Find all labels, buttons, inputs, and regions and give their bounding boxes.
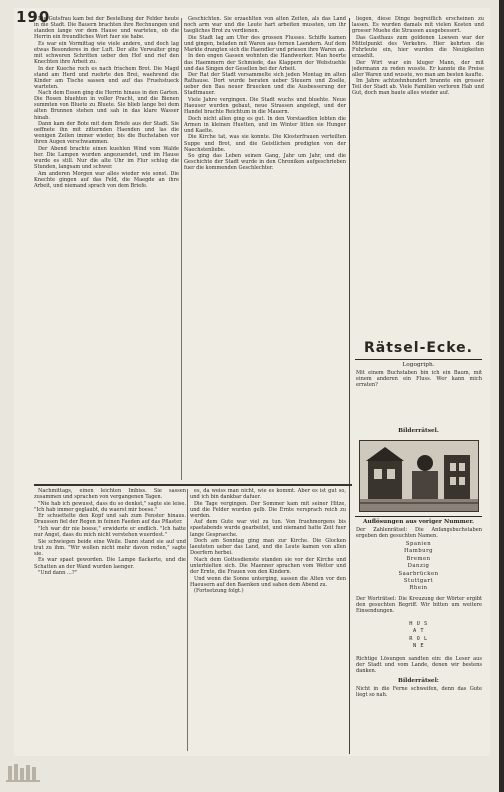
paragraph: Nachmittags, einen leichten Imbiss. Sie sassen zusammen und sprachen von vergangenen Tagen. — [34, 488, 186, 501]
text-column-3 — [352, 16, 484, 338]
paragraph: Er schuettelte den Kopf und sah zum Fenster hinaus. Draussen fiel der Regen in feinen Faeden auf das Pflaster. — [34, 513, 186, 526]
grid-row: H U S — [409, 621, 428, 627]
grid-row: A T — [412, 628, 425, 635]
paragraph: Doch nicht allen ging es gut. In den Vorstaedten lebten die Armen in kleinen Huetten, und im Winter litten sie Hunger und Kaelte. — [184, 115, 346, 134]
word-item: Spanien — [405, 541, 432, 547]
word-item: Danzig — [407, 563, 430, 570]
column-divider — [187, 489, 188, 751]
paragraph: Nach dem Essen ging die Herrin hinaus in den Garten. Die Rosen bluehten in voller Pracht, und die Bienen summten von Bluete zu Bluete. Sie blieb lange bei dem alten Brunnen stehen und sah in das klare Wasser hinab. — [34, 90, 179, 121]
paragraph: "Ich war dir nie boese," erwiderte er endlich. "Ich hatte nur Angst, dass du mich nicht verstehen wuerdest." — [34, 526, 186, 539]
paragraph: Es war spaet geworden. Die Lampe flackerte, und die Schatten an der Wand wurden laenger. — [34, 557, 186, 570]
puzzle-subtitle: Logogriph. — [402, 362, 435, 368]
word-item: Hamburg — [403, 548, 434, 555]
paragraph: Geschichten. Sie erzaehlten von alten Zeiten, als das Land noch arm war und die Leute hart arbeiten mussten, um ihr taegliches Brot zu verdienen. — [184, 16, 346, 35]
paragraph: Das Gasthaus zum goldenen Loewen war der Mittelpunkt des Verkehrs. Hier kehrten die Fuhrleute ein, hier wurden die Neuigkeiten erzaehlt. — [352, 34, 484, 59]
paragraph: Auf dem Gute war viel zu tun. Von fruehmorgens bis spaetabends wurde gearbeitet, und niemand hatte Zeit fuer lange Gespraeche. — [190, 519, 346, 538]
paragraph: Die Stadt lag am Ufer des grossen Flusses. Schiffe kamen und gingen, beladen mit Waren aus fernen Laendern. Auf dem Markte drangten sich die Haendler und priesen ihre Waren an. — [184, 34, 346, 53]
word-item: Stuttgart — [403, 578, 434, 585]
page-footer — [14, 758, 490, 788]
paragraph: Nach dem Gottesdienste standen sie vor der Kirche und unterhielten sich. Die Maenner sprachen vom Wetter und der Ernte, die Frauen von den Kindern. — [190, 556, 346, 575]
paragraph: Viele Jahre vergingen. Die Stadt wuchs und bluehte. Neue Haeuser wurden gebaut, neue Strassen angelegt, und der Handel brachte Reichtum in die Mauern. — [184, 96, 346, 116]
page-number: 190 — [16, 8, 51, 26]
puzzle-text: Der Zahlenrätsel: Die Anfangsbuchstaben ergeben den gesuchten Namen. — [356, 527, 482, 540]
picture-puzzle-illustration — [359, 440, 479, 512]
word-item: Saarbrücken — [398, 570, 439, 577]
illustration-image — [360, 441, 478, 511]
grid-row: R O L — [409, 635, 428, 642]
paragraph: In den engen Gassen wohnten die Handwerker. Man hoerte das Haemmern der Schmiede, das Klappern der Webstuehle und das Singen der Gesellen bei der Arbeit. — [184, 53, 346, 72]
puzzle-corner — [353, 340, 484, 754]
paragraph: (Fortsetzung folgt.) — [194, 588, 244, 595]
puzzle-subtitle: Auflösungen aus voriger Nummer. — [362, 519, 475, 525]
column-divider — [181, 18, 182, 480]
paragraph: Und wenn die Sonne unterging, sassen die Alten vor den Haeusern auf den Baenken und sahen dem Abend zu. — [190, 575, 346, 588]
text-column-4 — [34, 488, 186, 750]
word-item: Bremen — [406, 555, 431, 562]
paragraph: In der Kueche roch es nach frischem Brot. Die Magd stand am Herd und ruehrte den Brei, waehrend die Kinder am Tische sassen und auf das Fruehstueck warteten. — [34, 65, 179, 90]
column-divider — [349, 18, 350, 754]
puzzle-subtitle: Bilderrätsel. — [398, 428, 439, 434]
text-column-5 — [190, 488, 346, 750]
paragraph: "Nie hab ich gewusst, dass du so denkst," sagte sie leise. "Ich hab immer geglaubt, du waerst mir boese." — [34, 500, 186, 513]
library-logo-icon — [6, 762, 46, 784]
text-column-1 — [34, 16, 179, 484]
paragraph: So ging das Leben seinen Gang, Jahr um Jahr, und die Geschichte der Stadt wurde in den Chroniken aufgeschrieben fuer die kommenden Geschlechter. — [184, 153, 346, 172]
paragraph: Sie schwiegen beide eine Weile. Dann stand sie auf und trat zu ihm. "Wir wollen nicht mehr davon reden," sagte sie. — [34, 538, 186, 557]
section-divider — [34, 484, 352, 486]
binding-edge — [499, 0, 504, 792]
paragraph: liegen, diese Dinge begreiflich erscheinen zu lassen. Es wurden damals mit vielen Kosten und grosser Muehe die Strassen ausgebessert. — [352, 16, 484, 35]
letter-grid — [353, 621, 484, 651]
paragraph: Doch am Sonntag ging man zur Kirche. Die Glocken laeuteten ueber das Land, und die Leute kamen von allen Doerfern herbei. — [190, 538, 346, 557]
word-list — [353, 541, 484, 593]
paragraph: Dann kam der Bote mit dem Briefe aus der Stadt. Sie oeffnete ihn mit zitternden Haenden und las die wenigen Zeilen immer wieder, bis die Buchstaben vor ihren Augen verschwammen. — [34, 121, 179, 146]
puzzle-text: Mit einem Buchstaben bin ich ein Baum, mit einem anderen ein Fluss. Wer kann mich erraten? — [356, 370, 482, 389]
puzzle-title: Rätsel-Ecke. — [364, 340, 473, 356]
newspaper-page — [14, 8, 490, 756]
paragraph: es, da weiss man nicht, wie es kommt. Aber es ist gut so, und ich bin dankbar dafuer. — [190, 488, 346, 501]
puzzle-subtitle: Bilderrätsel: — [398, 678, 439, 684]
word-item: Rhein — [409, 585, 428, 592]
paragraph: Die Tage vergingen. Der Sommer kam mit seiner Hitze, und die Felder wurden gelb. Die Ernte versprach reich zu werden. — [190, 500, 346, 519]
paragraph: Die Gutsfrau kam bei der Bestellung der Felder heute in die Stadt. Die Bauern brachten ihre Rechnungen und standen lange vor dem Hause und warteten, ob die Herrin ein freundliches Wort fuer sie habe. — [34, 16, 179, 41]
paragraph: Der Rat der Stadt versammelte sich jeden Montag im alten Rathause. Dort wurde beraten ueber Steuern und Zoelle, ueber den Bau neuer Bruecken und die Ausbesserung der Stadtmauer. — [184, 72, 346, 97]
paragraph: Am anderen Morgen war alles wieder wie sonst. Die Knechte gingen auf das Feld, die Maegde an ihre Arbeit, und niemand sprach von dem Briefe. — [34, 170, 179, 189]
paragraph: Die Kirche tat, was sie konnte. Die Klosterfrauen verteilten Suppe und Brot, und die Geistlichen predigten von der Naechstenliebe. — [184, 134, 346, 153]
puzzle-text: Der Worträtsel: Die Kreuzung der Wörter ergibt den gesuchten Begriff. Wir bitten um weitere Einsendungen. — [356, 596, 482, 615]
text-column-2 — [184, 16, 346, 484]
puzzle-text: Nicht in die Ferne schweifen, denn das Gute liegt so nah. — [356, 686, 482, 699]
divider — [355, 359, 482, 360]
paragraph: "Und dann ...?" — [38, 570, 77, 577]
paragraph: Der Wirt war ein kluger Mann, der mit jedermann zu reden wusste. Er kannte die Preise aller Waren und wusste, wo man am besten kaufte. — [352, 59, 484, 78]
paragraph: Es war ein Vormittag wie viele andere, und doch lag etwas Besonderes in der Luft. Der alte Verwalter ging mit schweren Schritten ueber den Hof und rief den Knechten ihre Arbeit zu. — [34, 40, 179, 65]
divider — [355, 516, 482, 517]
grid-row: N E — [412, 643, 425, 650]
puzzle-text: Richtige Lösungen sandten ein: die Leser aus der Stadt und vom Lande, denen wir bestens danken. — [356, 656, 482, 675]
paragraph: Im Jahre achtzehnhundert brannte ein grosser Teil der Stadt ab. Viele Familien verloren Hab und Gut, doch man baute alles wieder auf. — [352, 78, 484, 97]
paragraph: Der Abend brachte einen kuehlen Wind vom Walde her. Die Lampen wurden angezuendet, und im Hause wurde es still. Nur die alte Uhr im Flur schlug die Stunden, langsam und schwer. — [34, 145, 179, 171]
